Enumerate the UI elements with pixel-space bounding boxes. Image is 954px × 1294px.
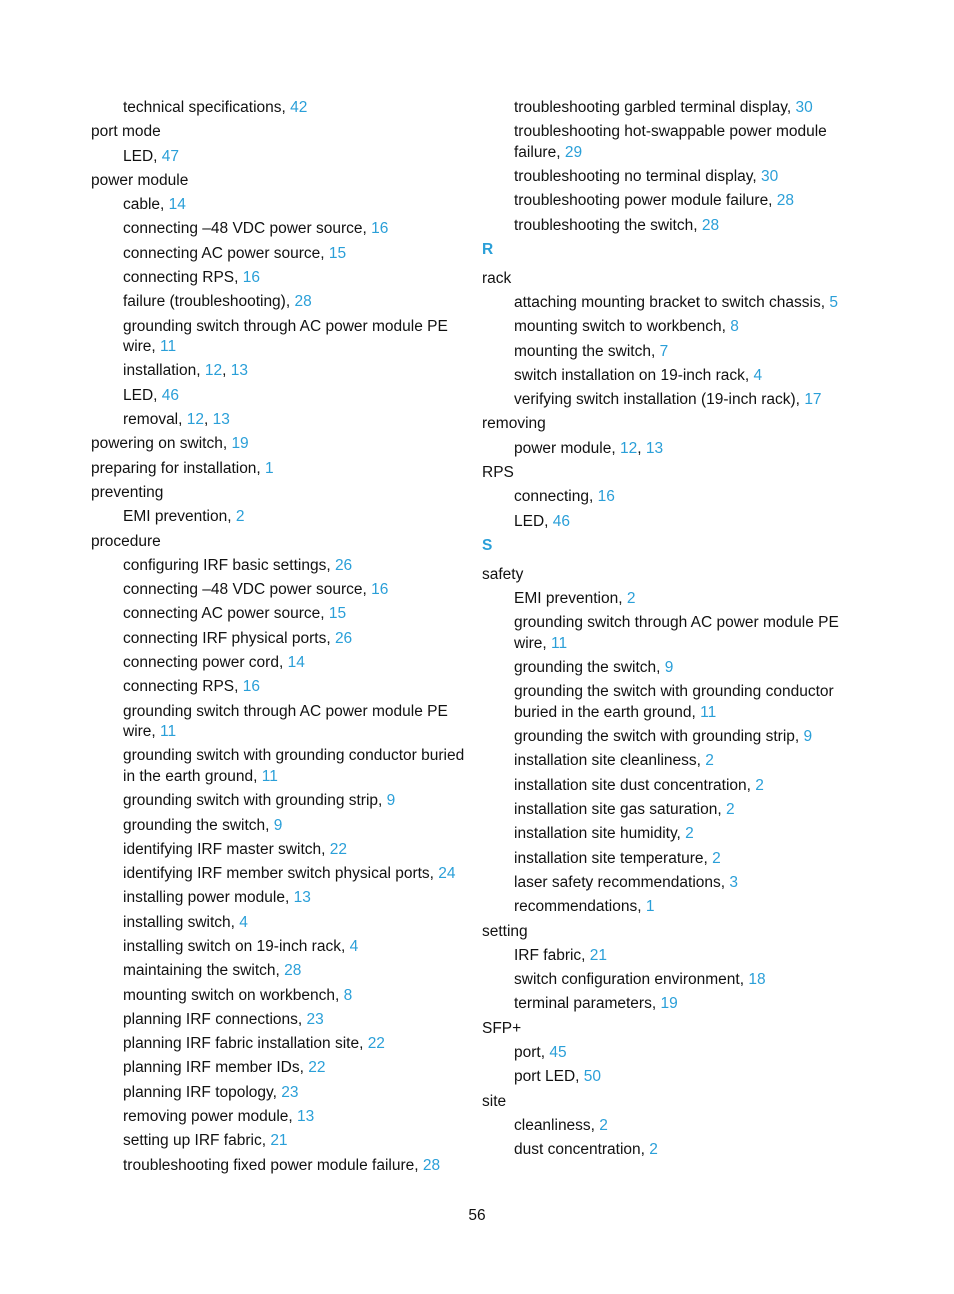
index-term-text: S [482,537,493,555]
index-subentry [482,589,854,610]
index-subentry [482,751,854,772]
index-subentry [91,1156,466,1177]
index-term-text: LED, [514,512,553,530]
index-main-term [91,483,466,504]
page-link[interactable]: 14 [287,654,305,672]
index-term-text: removal, [123,411,187,429]
page-link[interactable]: 19 [660,995,678,1013]
index-main-term [482,565,854,586]
page-link[interactable]: 18 [748,971,766,989]
page-link[interactable]: 15 [328,605,347,623]
page-link[interactable]: 28 [294,293,312,311]
index-subentry [482,512,854,533]
page-link[interactable]: 21 [270,1132,288,1150]
page-link[interactable]: 1 [265,459,274,477]
index-term-text: planning IRF fabric installation site, [123,1035,368,1053]
index-column-right [482,98,854,1164]
index-term-text: connecting IRF physical ports, [123,629,335,647]
index-term-text: port LED, [514,1068,584,1086]
page-link[interactable]: 2 [755,776,764,794]
page-link[interactable]: 13 [293,889,311,907]
index-subentry [91,604,466,625]
index-term-text: installing switch, [123,913,240,931]
index-term-text: setting up IRF fabric, [123,1132,271,1150]
index-subentry [91,1107,466,1128]
page-link[interactable]: 3 [729,873,738,891]
page-link[interactable]: 1 [645,898,655,916]
index-subentry [482,1043,854,1064]
index-term-text: planning IRF topology, [123,1083,282,1101]
index-term-text: removing power module, [123,1108,298,1126]
index-subentry: installation, 12, 13 [123,362,248,380]
page-link[interactable]: 50 [583,1068,602,1086]
index-term-text: port mode [91,123,161,141]
index-subentry [482,167,854,188]
index-term-text: troubleshooting hot-swappable power module failure, [514,123,827,161]
page-link[interactable]: 42 [290,99,308,116]
page-link[interactable]: 28 [284,962,302,980]
index-column-left [91,98,466,1180]
index-term-text: recommendations, [514,898,646,916]
index-main-term [91,434,466,455]
page-link[interactable]: 8 [343,986,353,1004]
index-main-term [91,532,466,553]
page-link[interactable]: 12 [619,439,638,457]
index-subentry [482,366,854,387]
index-term-text: verifying switch installation (19-inch rack), [514,391,805,409]
index-term-text: connecting RPS, [123,269,243,287]
index-subentry [482,824,854,845]
index-subentry [482,613,854,654]
index-term-text: troubleshooting power module failure, [514,192,777,210]
index-main-term [482,1019,854,1040]
index-term-text: troubleshooting garbled terminal display, [514,99,796,116]
index-term-text: technical specifications, [123,99,291,116]
page-link[interactable]: 23 [306,1010,324,1028]
index-term-text: connecting power cord, [123,654,288,672]
page-link[interactable]: 19 [231,435,249,453]
page-link[interactable]: 9 [273,816,283,834]
index-subentry [91,986,466,1007]
page-link[interactable]: 2 [712,849,721,867]
index-term-text: RPS [482,464,514,482]
index-subentry [482,970,854,991]
index-subentry [482,317,854,338]
index-term-text: grounding the switch with grounding strip, [514,728,804,746]
index-term-text: grounding switch through AC power module PE wire, [514,614,839,652]
index-term-text: site [482,1092,507,1110]
index-subentry [482,994,854,1015]
index-term-text: grounding the switch, [123,816,274,834]
index-subentry [482,658,854,679]
page-link[interactable]: 5 [829,293,838,311]
page-link[interactable]: 13 [212,411,230,429]
index-subentry [482,487,854,508]
index-term-text: grounding switch with grounding strip, [123,792,387,810]
index-term-text: installation site gas saturation, [514,801,726,819]
page-link[interactable]: 13 [297,1108,315,1126]
index-subentry [91,653,466,674]
index-subentry [482,342,854,363]
page-link[interactable]: 4 [753,366,763,384]
index-term-text: connecting AC power source, [123,605,329,623]
index-term-text: grounding switch through AC power module PE wire, [123,317,448,356]
index-subentry [91,746,466,787]
index-letter-heading [482,536,854,557]
index-main-term [91,171,466,192]
index-term-text: preparing for installation, [91,459,266,477]
index-subentry [91,292,466,313]
index-term-text: switch configuration environment, [514,971,749,989]
index-term-text: rack [482,269,512,287]
index-term-text: connecting, [514,488,598,506]
page-link[interactable]: 21 [589,946,608,964]
page-link[interactable]: 47 [161,147,180,165]
index-term-text: laser safety recommendations, [514,873,730,891]
index-term-text: grounding switch through AC power module PE wire, [123,702,448,741]
index-term-text: IRF fabric, [514,946,590,964]
page-link[interactable]: 46 [552,512,571,530]
page-link[interactable]: 15 [328,244,347,262]
page-link[interactable]: 2 [685,825,694,843]
index-subentry [91,317,466,358]
index-subentry [482,1067,854,1088]
index-term-text: mounting the switch, [514,342,660,360]
index-term-text: installing switch on 19-inch rack, [123,938,350,955]
index-letter-heading [482,240,854,261]
index-subentry [91,386,466,407]
index-term-text: attaching mounting bracket to switch chassis, [514,293,830,311]
index-term-text: EMI prevention, [514,589,627,607]
page-link[interactable]: 22 [367,1035,385,1053]
page-link[interactable]: 16 [371,581,389,599]
index-subentry [91,507,466,528]
page-link[interactable]: 2 [649,1141,658,1159]
index-term-text: identifying IRF master switch, [123,840,330,858]
index-term-text: safety [482,565,524,583]
index-subentry [482,293,854,314]
index-term-text: connecting RPS, [123,678,243,696]
page-link[interactable]: 16 [242,678,261,696]
page-link[interactable]: 7 [659,342,669,360]
index-main-term [91,122,466,143]
index-term-text: terminal parameters, [514,995,661,1013]
index-main-term [482,269,854,290]
index-subentry [91,1034,466,1055]
page-link[interactable]: 2 [626,589,636,607]
index-term-text: EMI prevention, [123,508,236,526]
index-subentry [91,791,466,812]
index-subentry [482,216,854,237]
index-subentry [91,244,466,265]
index-subentry [91,268,466,289]
index-term-text: power module [91,171,189,189]
page-link[interactable]: 8 [730,318,739,336]
index-term-text: configuring IRF basic settings, [123,556,335,574]
page-link[interactable]: 2 [705,752,714,770]
index-term-text: connecting AC power source, [123,244,329,262]
index-subentry [91,937,466,958]
index-term-text: grounding switch with grounding conductor buried in the earth ground, [123,747,465,785]
index-subentry [482,873,854,894]
index-term-text: installation site temperature, [514,849,713,867]
index-subentry [482,946,854,967]
index-term-text: failure (troubleshooting), [123,293,295,311]
page-link[interactable]: 28 [701,216,720,234]
page-link[interactable]: 17 [804,391,822,409]
index-subentry [482,897,854,918]
page-link[interactable]: 11 [261,767,278,785]
page-link[interactable]: 46 [161,386,180,404]
page-link[interactable]: 11 [160,338,177,356]
index-term-text: LED, [123,386,162,404]
index-term-text: installation, [123,362,205,380]
index-subentry [91,913,466,934]
index-subentry [91,147,466,168]
page-link[interactable]: 13 [230,362,248,380]
index-subentry [91,1131,466,1152]
index-subentry [91,556,466,577]
index-term-text: grounding the switch with grounding conductor buried in the earth ground, [514,683,834,721]
page-link[interactable]: 26 [334,629,353,647]
index-subentry: power module, 12, 13 [514,439,664,457]
index-term-text: setting [482,922,528,940]
page-link[interactable]: 9 [386,792,396,810]
index-term-text: planning IRF connections, [123,1010,307,1028]
index-subentry [91,840,466,861]
index-term-text: maintaining the switch, [123,962,285,980]
index-subentry [91,677,466,698]
page-link[interactable]: 4 [239,913,248,931]
index-subentry [482,727,854,748]
index-subentry [91,580,466,601]
index-subentry [91,1010,466,1031]
index-term-text: cable, [123,196,169,214]
index-term-text: connecting –48 VDC power source, [123,581,372,599]
page-link[interactable]: 23 [281,1083,299,1101]
index-term-text: grounding the switch, [514,659,665,677]
index-subentry [482,191,854,212]
index-term-text: powering on switch, [91,435,232,453]
page-link[interactable]: 30 [761,168,779,186]
index-term-text: installing power module, [123,889,294,907]
index-term-text: identifying IRF member switch physical ports, [123,865,439,883]
page-link[interactable]: 28 [776,192,795,210]
index-term-text: installation site dust concentration, [514,776,756,794]
index-term-text: planning IRF member IDs, [123,1059,309,1077]
index-term-text: removing [482,415,546,433]
page-link[interactable]: 22 [329,840,347,858]
page-link[interactable]: 12 [204,362,223,380]
page-link[interactable]: 9 [803,728,813,746]
index-term-text: mounting switch on workbench, [123,986,344,1004]
index-subentry [482,390,854,411]
page-link[interactable]: 11 [700,703,717,721]
page-link[interactable]: 16 [597,488,615,506]
index-term-text: preventing [91,483,164,501]
index-main-term [482,463,854,484]
index-subentry [482,122,854,163]
index-term-text: procedure [91,532,161,550]
index-term-text: dust concentration, [514,1141,650,1159]
page-link[interactable]: 11 [160,723,177,741]
page-link[interactable]: 30 [795,99,813,116]
index-term-text: troubleshooting the switch, [514,216,702,234]
index-subentry: removal, 12, 13 [123,411,230,429]
index-subentry [91,864,466,885]
index-subentry [91,702,466,743]
index-subentry [482,800,854,821]
index-main-term [91,459,466,480]
index-subentry [482,1116,854,1137]
index-subentry [91,629,466,650]
index-main-term [482,1092,854,1113]
index-term-text: power module, [514,439,620,457]
page-link[interactable]: 4 [349,938,359,955]
index-subentry [482,682,854,723]
index-subentry [482,1140,854,1161]
index-subentry [91,219,466,240]
index-term-text: troubleshooting fixed power module failure, [123,1156,423,1174]
index-subentry [91,98,466,119]
index-subentry [91,888,466,909]
page-link[interactable]: 2 [725,801,735,819]
page-link[interactable]: 12 [186,411,204,429]
index-term-text: SFP+ [482,1019,522,1037]
page-link[interactable]: 45 [549,1044,567,1061]
index-term-text: connecting –48 VDC power source, [123,220,372,238]
index-subentry [482,98,854,119]
index-term-text: port, [514,1044,550,1061]
page-link[interactable]: 9 [664,659,674,677]
index-subentry [91,1058,466,1079]
index-term-text: cleanliness, [514,1116,600,1134]
page-link[interactable]: 22 [308,1059,326,1077]
page-link[interactable]: 14 [168,196,186,214]
index-term-text: troubleshooting no terminal display, [514,168,761,186]
index-subentry [482,776,854,797]
index-main-term [482,922,854,943]
index-term-text: LED, [123,147,162,165]
page-link[interactable]: 26 [334,556,353,574]
page-link[interactable]: 13 [645,439,664,457]
page-link[interactable]: 28 [422,1156,441,1174]
index-subentry [91,1083,466,1104]
page-link[interactable]: 24 [438,865,456,883]
index-term-text: switch installation on 19-inch rack, [514,366,754,384]
index-subentry [91,961,466,982]
index-term-text: installation site humidity, [514,825,686,843]
index-subentry [91,816,466,837]
page-link[interactable]: 2 [235,508,245,526]
index-term-text: mounting switch to workbench, [514,318,731,336]
page-link[interactable]: 29 [564,143,583,161]
page-link[interactable]: 2 [599,1116,608,1134]
page-link[interactable]: 11 [551,634,568,652]
page-link[interactable]: 16 [242,269,261,287]
index-subentry [482,849,854,870]
index-term-text: installation site cleanliness, [514,752,706,770]
index-term-text: R [482,241,494,259]
index-main-term [482,414,854,435]
page-number: 56 [468,1207,486,1224]
page-link[interactable]: 16 [371,220,389,238]
index-subentry [91,195,466,216]
